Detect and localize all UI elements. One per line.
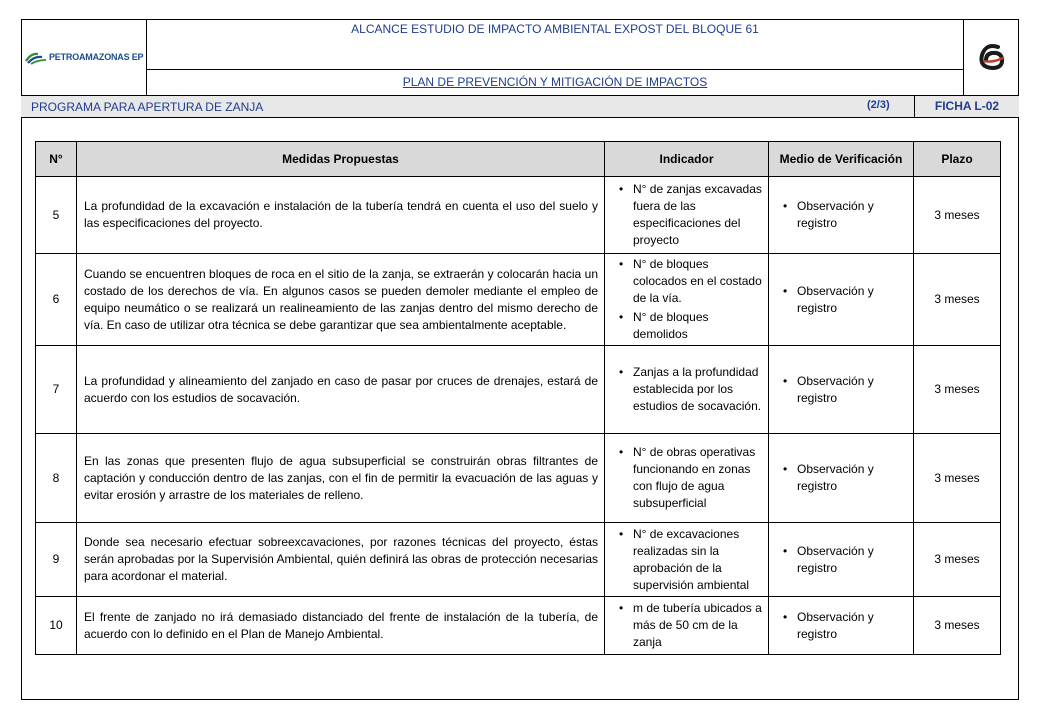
row-measure: Donde sea necesario efectuar sobreexcavaciones, por razones técnicas del proyecto, éstas serán aprobadas por la Supervisión Ambiental, quién definirá las obras de protección necesarias para acordonar el material. [77, 523, 605, 597]
indicator-item: • N° de zanjas excavadas fuera de las especificaciones del proyecto [633, 181, 762, 249]
logo-text: PETROAMAZONAS EP [49, 52, 144, 62]
row-indicators [605, 177, 769, 254]
row-verification [769, 434, 914, 523]
row-measure: En las zonas que presenten flujo de agua subsuperficial se construirán obras filtrantes de captación y conducción dentro de las zanjas, con el fin de permitir la evacuación de las aguas y evitar erosión y arrastre de los materiales de relleno. [77, 434, 605, 523]
indicator-item: • N° de obras operativas funcionando en zonas con flujo de agua subsuperficial [633, 444, 762, 512]
row-term: 3 meses [914, 346, 1001, 434]
row-number: 9 [36, 523, 77, 597]
row-number: 8 [36, 434, 77, 523]
row-indicators [605, 434, 769, 523]
row-term: 3 meses [914, 254, 1001, 346]
row-number: 7 [36, 346, 77, 434]
row-measure: El frente de zanjado no irá demasiado distanciado del frente de instalación de la tubería, de acuerdo con lo definido en el Plan de Manejo Ambiental. [77, 597, 605, 655]
page-indicator: (2/3) [867, 99, 890, 111]
petroamazonas-logo-icon [25, 51, 47, 65]
header-medidas: Medidas Propuestas [77, 142, 605, 177]
table-row [36, 346, 1001, 434]
verification-item: • Observación y registro [797, 461, 907, 495]
row-indicators [605, 346, 769, 434]
row-measure: Cuando se encuentren bloques de roca en el sitio de la zanja, se extraerán y colocarán hacia un costado de los derechos de vía. En algunos casos se pueden demoler mediante el empleo de equipo neumático o se realizará un realineamiento de las zanjas dentro del mismo derecho de vía. En caso de utilizar otra técnica se debe garantizar que sea ambientalmente aceptable. [77, 254, 605, 346]
table-row [36, 254, 1001, 346]
row-verification [769, 597, 914, 655]
header-num: N° [36, 142, 77, 177]
indicator-item: • N° de bloques colocados en el costado de la vía. [633, 256, 762, 307]
verification-item: • Observación y registro [797, 373, 907, 407]
row-indicators [605, 597, 769, 655]
row-indicators [605, 523, 769, 597]
indicator-item: • N° de bloques demolidos [633, 309, 762, 343]
row-term: 3 meses [914, 523, 1001, 597]
header-plazo: Plazo [914, 142, 1001, 177]
measures-table [35, 141, 1001, 655]
verification-item: • Observación y registro [797, 543, 907, 577]
verification-item: • Observación y registro [797, 609, 907, 643]
brand-icon-cell [963, 19, 1019, 95]
row-term: 3 meses [914, 597, 1001, 655]
table-row [36, 523, 1001, 597]
document-title: ALCANCE ESTUDIO DE IMPACTO AMBIENTAL EXPOST DEL BLOQUE 61 [147, 19, 963, 70]
row-verification [769, 523, 914, 597]
row-indicators [605, 254, 769, 346]
row-verification [769, 254, 914, 346]
indicator-item: • Zanjas a la profundidad establecida por los estudios de socavación. [633, 364, 762, 415]
row-number: 10 [36, 597, 77, 655]
program-bar [21, 96, 1019, 118]
table-row [36, 597, 1001, 655]
ficha-code: FICHA L-02 [914, 96, 1019, 117]
table-header-row [36, 142, 1001, 177]
row-verification [769, 177, 914, 254]
brand-swirl-icon [976, 41, 1008, 73]
table-row [36, 177, 1001, 254]
row-verification [769, 346, 914, 434]
verification-item: • Observación y registro [797, 198, 907, 232]
row-number: 5 [36, 177, 77, 254]
table-row [36, 434, 1001, 523]
row-measure: La profundidad y alineamiento del zanjado en caso de pasar por cruces de drenajes, estará de acuerdo con los estudios de socavación. [77, 346, 605, 434]
indicator-item: • N° de excavaciones realizadas sin la aprobación de la supervisión ambiental [633, 526, 762, 594]
row-term: 3 meses [914, 177, 1001, 254]
row-measure: La profundidad de la excavación e instalación de la tubería tendrá en cuenta el uso del suelo y las especificaciones del proyecto. [77, 177, 605, 254]
verification-item: • Observación y registro [797, 283, 907, 317]
row-number: 6 [36, 254, 77, 346]
header-medio: Medio de Verificación [769, 142, 914, 177]
row-term: 3 meses [914, 434, 1001, 523]
company-logo-cell [21, 19, 147, 95]
program-title: PROGRAMA PARA APERTURA DE ZANJA [31, 100, 264, 114]
indicator-item: • m de tubería ubicados a más de 50 cm de la zanja [633, 600, 762, 651]
header-indicador: Indicador [605, 142, 769, 177]
document-subtitle: PLAN DE PREVENCIÓN Y MITIGACIÓN DE IMPACTOS [402, 75, 708, 89]
